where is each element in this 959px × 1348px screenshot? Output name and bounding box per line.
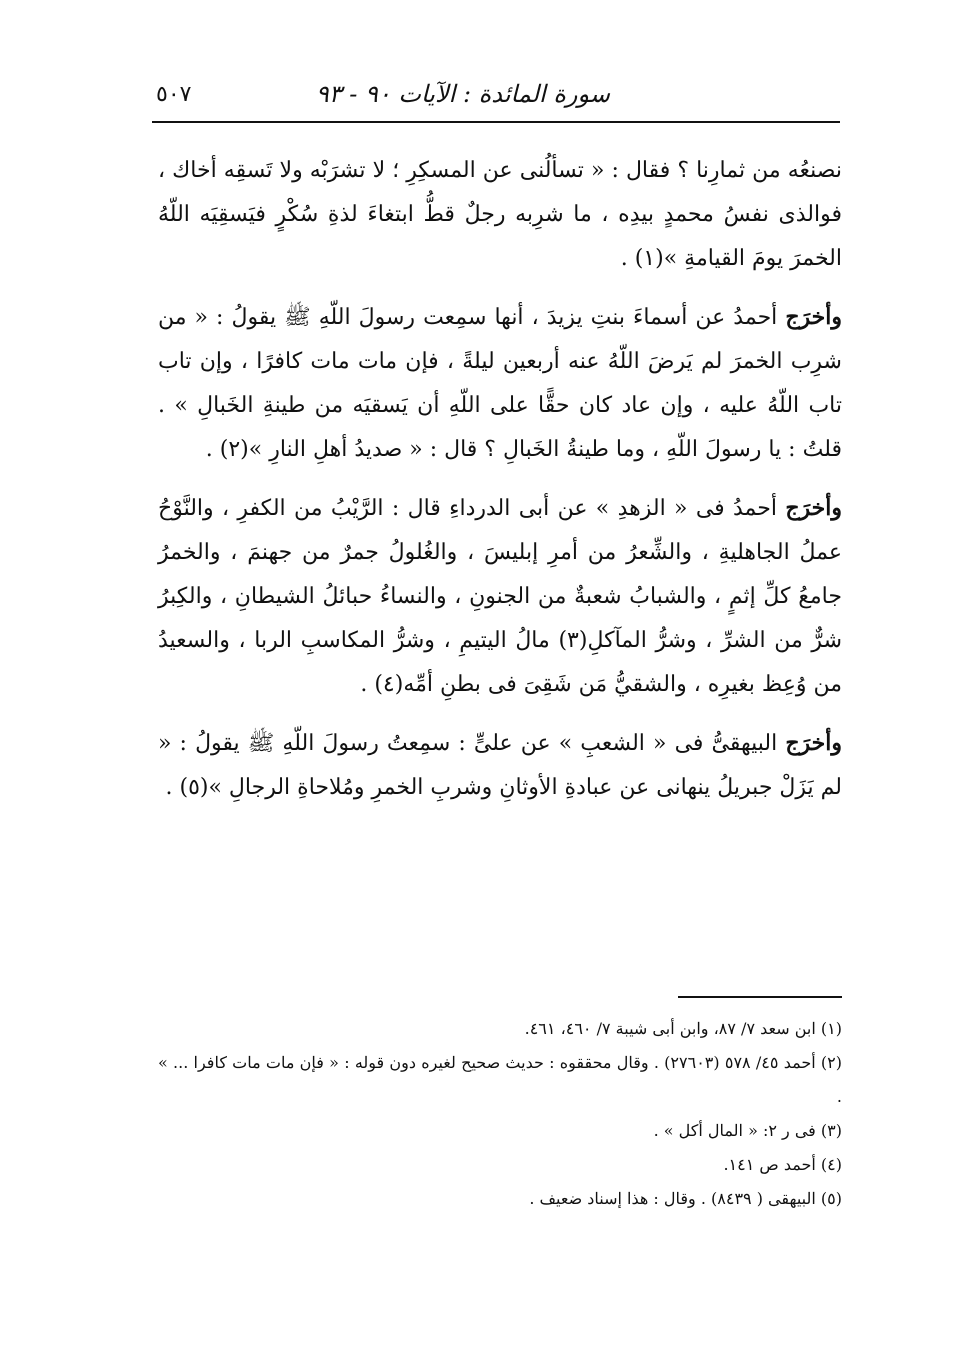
footnote-1: (١) ابن سعد ٧/ ٨٧، وابن أبى شيبة ٧/ ٤٦٠، ٤٦١.	[524, 1019, 842, 1038]
page-header	[152, 78, 840, 118]
paragraph-2	[158, 295, 842, 472]
footnote-3: (٣) فى ر ٢: « المال أكل » .	[653, 1121, 842, 1140]
paragraph-3-lead: وأخرَج	[785, 495, 842, 521]
paragraph-4-lead: وأخرَج	[785, 730, 842, 756]
footnote-5: (٥) البيهقى ( ٨٤٣٩) . وقال : هذا إسناد ضعيف .	[529, 1189, 842, 1208]
paragraph-1-text: نصنعُه من ثمارِنا ؟ فقال : « تسألُنى عن المسكِرِ ؛ لا تشرَبْه ولا تَسقِه أخاك ، فوالذى نفسُ محمدٍ بيدِه ، ما شرِبه رجلٌ قطُّ ابتغاءَ لذةِ سُكْرٍ فيَسقِيَه اللّهُ الخمرَ يومَ القيامةِ »(١) .	[158, 158, 842, 271]
paragraph-3	[158, 486, 842, 707]
paragraph-1	[158, 148, 842, 281]
running-title: سورة المائدة : الآيات ٩٠ - ٩٣	[315, 80, 610, 108]
footnote-2: (٢) أحمد ٤٥/ ٥٧٨ (٢٧٦٠٣) . وقال محققوه : حديث صحيح لغيره دون قوله : « فإن مات مات كافرا ... » .	[158, 1053, 843, 1106]
main-text	[158, 148, 842, 810]
paragraph-2-text: أحمدُ عن أسماءَ بنتِ يزيدَ ، أنها سمِعت رسولَ اللّهِ ﷺ يقولُ : « من شرِب الخمرَ لم يَرضَ اللّهُ عنه أربعين ليلةً ، فإن مات مات كافرًا ، وإن تاب تاب اللّهُ عليه ، وإن عاد كان حقًّا على اللّهِ أن يَسقيَه من طينةِ الخَبالِ » . قلتُ : يا رسولَ اللّهِ ، وما طينةُ الخَبالِ ؟ قال : « صديدُ أهلِ النارِ »(٢) .	[158, 305, 842, 462]
page-number: ٥٠٧	[156, 82, 192, 107]
footnote-4: (٤) أحمد ص ١٤١.	[723, 1155, 842, 1174]
paragraph-3-text: أحمدُ فى « الزهدِ » عن أبى الدرداءِ قال : الرَّيْبُ من الكفرِ ، والنَّوْحُ عملُ الجاهليةِ ، والشِّعرُ من أمرِ إبليسَ ، والغُلولُ جمرٌ من جهنمَ ، والخمرُ جامعُ كلِّ إثمٍ ، والشبابُ شعبةٌ من الجنونِ ، والنساءُ حبائلُ الشيطانِ ، والكِبرُ شرٌّ من الشرِّ ، وشرُّ المآكلِ(٣) مالُ اليتيمِ ، وشرُّ المكاسبِ الربا ، والسعيدُ من وُعِظ بغيرِه ، والشقيُّ مَن شَقِىَ فى بطنِ أمِّه(٤) .	[158, 496, 842, 697]
header-rule	[152, 121, 840, 123]
paragraph-2-lead: وأخرَج	[785, 304, 842, 330]
paragraph-4	[158, 721, 842, 810]
footnote-rule	[678, 996, 842, 998]
footnotes	[158, 1012, 842, 1216]
paragraph-4-text: البيهقىُّ فى « الشعبِ » عن علىٍّ : سمِعتُ رسولَ اللّهِ ﷺ يقولُ : « لم يَزَلْ جبريلُ ينهانى عن عبادةِ الأوثانِ وشربِ الخمرِ ومُلاحاةِ الرجالِ »(٥) .	[158, 731, 842, 800]
